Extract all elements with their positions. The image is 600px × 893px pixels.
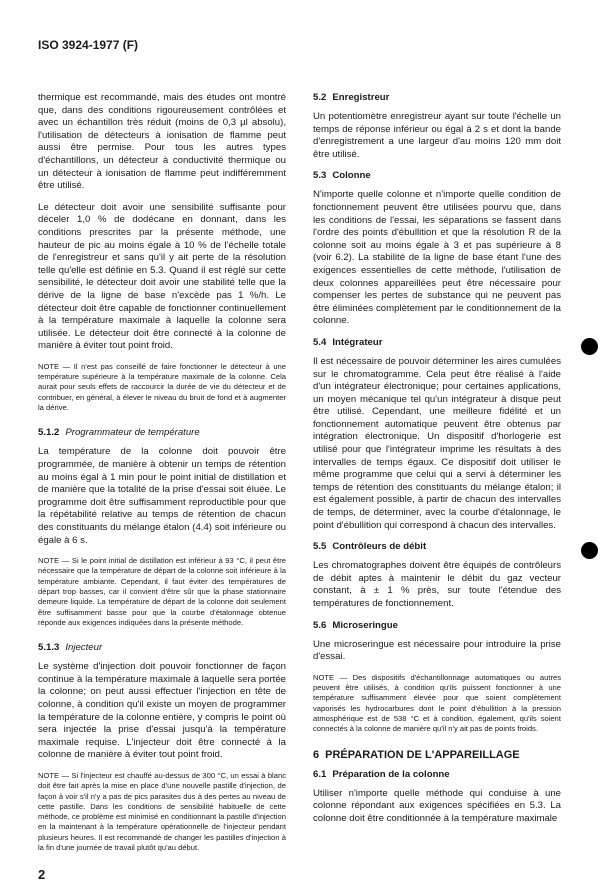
- section-title: Préparation de la colonne: [332, 768, 450, 780]
- body-paragraph: Il est nécessaire de pouvoir déterminer les aires cumulées sur le chromatogramme. Cela peut être réalisé à l'aide d'un intégrateur électronique; pour certaines applications, un moyen mécanique tel qu'un intégrateur à disque peut être utilisé. Cependant, une meilleure fidélité et un fonctionnement automatique peuvent être obtenus par intégration électronique. Un dispositif d'horlogerie est utilisé pour que l'intégrateur imprime les résultats à des intervalles de temps égaux. Ce dispositif doit utiliser le même programme que celui qui a servi à déterminer les temps de rétention des constituants du mélange étalon; il est également possible, à partir de chacun des intervalles de temps, de déterminer, avec la courbe d'étalonnage, le point d'ébullition qui correspond à chacun des intervalles.: [313, 355, 561, 531]
- section-heading: [38, 427, 286, 439]
- section-title: Enregistreur: [332, 92, 390, 103]
- body-paragraph: Le détecteur doit avoir une sensibilité suffisante pour déceler 1,0 % de dodécane en donnant, dans les conditions prescrites par la présente méthode, une hauteur de pic au moins égale à 10 % de l'échelle totale de l'enregistreur et sans qu'il y ait perte de la résolution telle qu'elle est définie en 5.3. Quand il est réglé sur cette sensibilité, le détecteur doit avoir une stabilité telle que la dérive de la ligne de base n'excède pas 1 %/h. Le détecteur doit être capable de fonctionner continuellement à la température maximale à laquelle la colonne sera utilisée. Le détecteur doit être connecté à la colonne de manière à éviter tout point froid.: [38, 201, 286, 352]
- body-paragraph: Un potentiomètre enregistreur ayant sur toute l'échelle un temps de réponse inférieur ou égal à 2 s et dont la bande d'enregistrement a une largeur d'au moins 120 mm doit être utilisé.: [313, 111, 561, 160]
- body-paragraph: N'importe quelle colonne et n'importe quelle condition de fonctionnement peuvent être utilisées pourvu que, dans les conditions de l'essai, les séparations se fassent dans l'ordre des points d'ébullition et que la résolution R de la colonne soit au moins égale à 3 et pas supérieure à 8 (voir 6.2). La stabilité de la ligne de base étant l'une des exigences essentielles de cette méthode, l'utilisation de deux colonnes appareillées peut être nécessaire pour compenser les pertes de substance qui ne peuvent pas être éliminées complètement par le conditionnement de la colonne.: [313, 189, 561, 327]
- margin-dot-marker: [581, 338, 598, 355]
- section-heading: [313, 170, 561, 182]
- section-heading: [313, 620, 561, 632]
- body-paragraph: thermique est recommandé, mais des études ont montré que, dans des conditions rigoureusement contrôlées et avec un échantillon très réduit (moins de 0,3 µl absolu), l'utilisation de détecteurs à ionisation de flamme peut aussi être permise. Pour tous les autres types d'échantillons, un détecteur à conductivité thermique ou un détecteur à ionisation de flamme peut indifféremment être utilisé.: [38, 92, 286, 192]
- section-number: 5.2: [313, 92, 327, 103]
- section-title: Intégrateur: [332, 336, 383, 348]
- left-column: [38, 92, 286, 883]
- section-title: Colonne: [332, 170, 371, 182]
- right-column: [313, 92, 561, 834]
- section-number: 5.4: [313, 336, 327, 348]
- body-paragraph: La température de la colonne doit pouvoir être programmée, de manière à obtenir un temps de rétention au moins égal à 1 min pour le point initial de distillation et de manière que la totalité de la prise d'essai soit éluée. Le programme doit être suffisamment reproductible pour que la répétabilité relative au temps de rétention de chacun des constituants du mélange étalon (4.4) soit inférieure ou égale à 6 s.: [38, 446, 286, 546]
- note-paragraph: NOTE — Des dispositifs d'échantillonnage automatiques ou autres peuvent être utilisés, à condition qu'ils puissent fonctionner à une température suffisamment élevée pour que soient complètement vaporisés les hydrocarbures dont le point d'ébullition à la pression atmosphérique est de 538 °C et à condition, également, qu'ils soient connectés à la colonne de manière qu'il n'y ait pas de points froids.: [313, 672, 561, 734]
- section-number: 5.6: [313, 619, 327, 631]
- section-number: 5.5: [313, 541, 327, 553]
- body-paragraph: Utiliser n'importe quelle méthode qui conduise à une colonne répondant aux exigences spécifiées en 5.3. La colonne doit être conditionnée à la température maximale: [313, 787, 561, 824]
- section-title: Injecteur: [65, 642, 103, 654]
- body-paragraph: Les chromatographes doivent être équipés de contrôleurs de débit aptes à maintenir le débit du gaz vecteur constant, à ± 1 % près, sur toute l'étendue des températures de fonctionnement.: [313, 560, 561, 609]
- section-title: Programmateur de température: [65, 427, 200, 439]
- page-number: 2: [38, 867, 46, 883]
- section-heading: [313, 541, 561, 553]
- note-paragraph: NOTE — Il n'est pas conseillé de faire fonctionner le détecteur à une température supérieure à la température maximale de la colonne. Cela aurait pour seuls effets de raccourcir la durée de vie du détecteur et de contribuer, en général, à élever le niveau du bruit de fond et à augmenter la dérive.: [38, 361, 286, 413]
- section-number: 5.1.2: [38, 427, 60, 439]
- margin-dot-marker: [581, 542, 598, 559]
- section-heading: [313, 92, 561, 104]
- section-heading: [313, 769, 561, 781]
- section-heading: [313, 337, 561, 349]
- body-paragraph: Une microseringue est nécessaire pour introduire la prise d'essai.: [313, 638, 561, 663]
- document-header: ISO 3924-1977 (F): [38, 38, 139, 52]
- section-number: 6: [313, 748, 320, 761]
- section-title: PRÉPARATION DE L'APPAREILLAGE: [325, 748, 520, 761]
- section-number: 6.1: [313, 768, 327, 780]
- body-paragraph: Le système d'injection doit pouvoir fonctionner de façon continue à la température maximale à laquelle sera portée la colonne; on peut aussi effectuer l'injection en tête de colonne, à condition qu'il existe un moyen de programmer la température de la colonne entière, y compris le point où sera injectée la prise d'essai jusqu'à la température maximale requise. L'injecteur doit être connecté à la colonne de manière à éviter tout point froid.: [38, 661, 286, 761]
- section-title: Microseringue: [332, 619, 398, 631]
- section-heading: [38, 642, 286, 654]
- section-number: 5.1.3: [38, 642, 60, 654]
- section-number: 5.3: [313, 170, 327, 182]
- note-paragraph: NOTE — Si le point initial de distillation est inférieur à 93 °C, il peut être nécessaire que la température de départ de la colonne soit inférieure à la température ambiante. Cependant, il faut éviter des températures de départ trop basses, car il convient d'être sûr que la phase stationnaire demeure liquide. La température de départ de la colonne doit seulement être suffisamment basse pour que la courbe d'étalonnage obtenue réponde aux exigences indiquées dans la présente méthode.: [38, 556, 286, 627]
- section-title: Contrôleurs de débit: [332, 541, 427, 553]
- section-heading: [313, 749, 561, 761]
- note-paragraph: NOTE — Si l'injecteur est chauffé au-dessus de 300 °C, un essai à blanc doit être fait après la mise en place d'une nouvelle pastille d'injection, de façon à voir s'il n'y a pas de pics parasites dus à des pertes au niveau de cette pastille. Dans les conditions de sensibilité habituelle de cette méthode, ce problème est minimisé en conditionnant la pastille d'injection en la maintenant à la température opérationnelle de l'injecteur pendant plusieurs heures. Il est recommandé de changer les pastilles d'injection à la fin d'une journée de travail plutôt qu'au début.: [38, 770, 286, 853]
